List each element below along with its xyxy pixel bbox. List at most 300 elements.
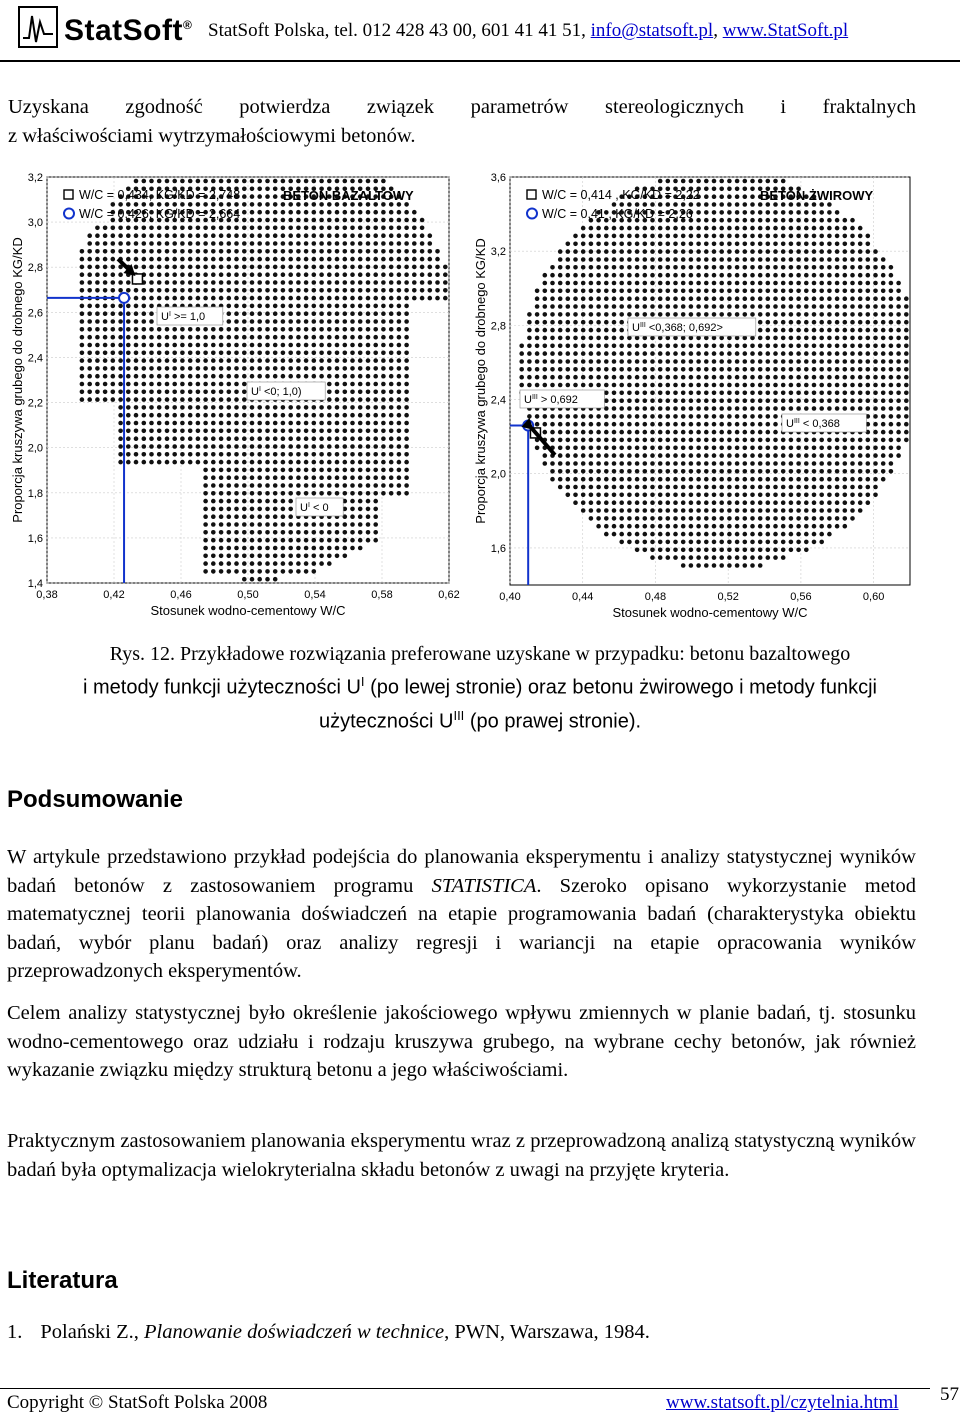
data-dot bbox=[350, 390, 355, 395]
email-link[interactable]: info@statsoft.pl bbox=[590, 20, 714, 41]
data-dot bbox=[219, 436, 224, 441]
data-dot bbox=[118, 436, 123, 441]
data-dot bbox=[666, 508, 671, 513]
data-dot bbox=[350, 218, 355, 223]
data-dot bbox=[157, 358, 162, 363]
data-dot bbox=[596, 289, 601, 294]
data-dot bbox=[350, 507, 355, 512]
data-dot bbox=[773, 226, 778, 231]
data-dot bbox=[866, 383, 871, 388]
data-dot bbox=[304, 296, 309, 301]
data-dot bbox=[234, 296, 239, 301]
legend-square-icon bbox=[527, 190, 536, 199]
data-dot bbox=[234, 382, 239, 387]
data-dot bbox=[435, 296, 440, 301]
data-dot bbox=[242, 491, 247, 496]
data-dot bbox=[758, 218, 763, 223]
data-dot bbox=[550, 265, 555, 270]
data-dot bbox=[873, 351, 878, 356]
data-dot bbox=[612, 532, 617, 537]
data-dot bbox=[397, 210, 402, 215]
data-dot bbox=[796, 469, 801, 474]
data-dot bbox=[566, 312, 571, 317]
data-dot bbox=[681, 304, 686, 309]
data-dot bbox=[789, 359, 794, 364]
data-dot bbox=[635, 226, 640, 231]
data-dot bbox=[658, 438, 663, 443]
data-dot bbox=[327, 475, 332, 480]
data-dot bbox=[735, 179, 740, 184]
data-dot bbox=[373, 288, 378, 293]
data-dot bbox=[373, 327, 378, 332]
data-dot bbox=[149, 249, 154, 254]
data-dot bbox=[835, 406, 840, 411]
data-dot bbox=[566, 438, 571, 443]
data-dot bbox=[689, 367, 694, 372]
data-dot bbox=[735, 414, 740, 419]
data-dot bbox=[134, 311, 139, 316]
data-dot bbox=[142, 265, 147, 270]
data-dot bbox=[619, 234, 624, 239]
footer-copyright: Copyright © StatSoft Polska 2008 bbox=[7, 1392, 268, 1413]
data-dot bbox=[149, 304, 154, 309]
data-dot bbox=[896, 375, 901, 380]
data-dot bbox=[773, 210, 778, 215]
data-dot bbox=[118, 249, 123, 254]
data-dot bbox=[265, 202, 270, 207]
data-dot bbox=[743, 242, 748, 247]
data-dot bbox=[573, 296, 578, 301]
data-dot bbox=[781, 516, 786, 521]
data-dot bbox=[242, 468, 247, 473]
data-dot bbox=[881, 336, 886, 341]
data-dot bbox=[242, 311, 247, 316]
data-dot bbox=[550, 430, 555, 435]
data-dot bbox=[296, 452, 301, 457]
data-dot bbox=[180, 257, 185, 262]
data-dot bbox=[327, 358, 332, 363]
data-dot bbox=[796, 351, 801, 356]
data-dot bbox=[835, 508, 840, 513]
data-dot bbox=[627, 234, 632, 239]
data-dot bbox=[796, 391, 801, 396]
site-link[interactable]: www.StatSoft.pl bbox=[722, 20, 849, 41]
data-dot bbox=[804, 453, 809, 458]
data-dot bbox=[635, 351, 640, 356]
data-dot bbox=[658, 453, 663, 458]
data-dot bbox=[404, 468, 409, 473]
data-dot bbox=[118, 311, 123, 316]
data-dot bbox=[619, 383, 624, 388]
data-dot bbox=[95, 351, 100, 356]
data-dot bbox=[350, 429, 355, 434]
data-dot bbox=[111, 319, 116, 324]
data-dot bbox=[589, 414, 594, 419]
data-dot bbox=[873, 359, 878, 364]
data-dot bbox=[773, 508, 778, 513]
data-dot bbox=[196, 397, 201, 402]
data-dot bbox=[766, 438, 771, 443]
data-dot bbox=[87, 397, 92, 402]
data-dot bbox=[666, 516, 671, 521]
data-dot bbox=[312, 358, 317, 363]
data-dot bbox=[358, 374, 363, 379]
data-dot bbox=[781, 336, 786, 341]
data-dot bbox=[604, 524, 609, 529]
data-dot bbox=[373, 413, 378, 418]
data-dot bbox=[766, 391, 771, 396]
data-dot bbox=[566, 304, 571, 309]
data-dot bbox=[134, 288, 139, 293]
data-dot bbox=[211, 382, 216, 387]
data-dot bbox=[142, 311, 147, 316]
data-dot bbox=[843, 249, 848, 254]
data-dot bbox=[735, 422, 740, 427]
data-dot bbox=[873, 391, 878, 396]
data-dot bbox=[666, 367, 671, 372]
data-dot bbox=[658, 493, 663, 498]
data-dot bbox=[312, 233, 317, 238]
data-dot bbox=[789, 336, 794, 341]
data-dot bbox=[527, 351, 532, 356]
data-dot bbox=[296, 335, 301, 340]
data-dot bbox=[373, 179, 378, 184]
data-dot bbox=[704, 289, 709, 294]
data-dot bbox=[157, 202, 162, 207]
data-dot bbox=[689, 281, 694, 286]
data-dot bbox=[889, 344, 894, 349]
data-dot bbox=[103, 249, 108, 254]
data-dot bbox=[889, 289, 894, 294]
data-dot bbox=[281, 179, 286, 184]
data-dot bbox=[696, 446, 701, 451]
data-dot bbox=[766, 508, 771, 513]
data-dot bbox=[704, 312, 709, 317]
data-dot bbox=[312, 335, 317, 340]
data-dot bbox=[558, 304, 563, 309]
data-dot bbox=[350, 366, 355, 371]
data-dot bbox=[397, 296, 402, 301]
data-dot bbox=[673, 469, 678, 474]
data-dot bbox=[142, 296, 147, 301]
data-dot bbox=[103, 358, 108, 363]
data-dot bbox=[704, 398, 709, 403]
data-dot bbox=[95, 358, 100, 363]
data-dot bbox=[172, 390, 177, 395]
data-dot bbox=[735, 249, 740, 254]
data-dot bbox=[581, 414, 586, 419]
data-dot bbox=[727, 563, 732, 568]
data-dot bbox=[827, 469, 832, 474]
data-dot bbox=[743, 273, 748, 278]
data-dot bbox=[604, 344, 609, 349]
data-dot bbox=[327, 452, 332, 457]
data-dot bbox=[766, 493, 771, 498]
data-dot bbox=[157, 296, 162, 301]
data-dot bbox=[719, 202, 724, 207]
data-dot bbox=[304, 241, 309, 246]
data-dot bbox=[681, 273, 686, 278]
data-dot bbox=[211, 265, 216, 270]
data-dot bbox=[242, 265, 247, 270]
data-dot bbox=[250, 475, 255, 480]
data-dot bbox=[858, 500, 863, 505]
data-dot bbox=[696, 430, 701, 435]
data-dot bbox=[319, 429, 324, 434]
data-dot bbox=[288, 507, 293, 512]
data-dot bbox=[843, 304, 848, 309]
data-dot bbox=[180, 280, 185, 285]
data-dot bbox=[149, 405, 154, 410]
data-dot bbox=[873, 289, 878, 294]
data-dot bbox=[126, 288, 131, 293]
data-dot bbox=[766, 249, 771, 254]
data-dot bbox=[350, 288, 355, 293]
data-dot bbox=[288, 249, 293, 254]
data-dot bbox=[627, 351, 632, 356]
data-dot bbox=[335, 241, 340, 246]
data-dot bbox=[397, 436, 402, 441]
data-dot bbox=[866, 438, 871, 443]
data-dot bbox=[635, 249, 640, 254]
data-dot bbox=[635, 430, 640, 435]
data-dot bbox=[343, 452, 348, 457]
data-dot bbox=[134, 436, 139, 441]
data-dot bbox=[804, 273, 809, 278]
data-dot bbox=[850, 493, 855, 498]
data-dot bbox=[650, 516, 655, 521]
data-dot bbox=[219, 475, 224, 480]
literature-item: 1. Polański Z., Planowanie doświadczeń w technice, PWN, Warszawa, 1984. bbox=[7, 1321, 650, 1343]
data-dot bbox=[681, 312, 686, 317]
data-dot bbox=[312, 421, 317, 426]
data-dot bbox=[319, 530, 324, 535]
data-dot bbox=[304, 444, 309, 449]
data-dot bbox=[358, 483, 363, 488]
data-dot bbox=[250, 343, 255, 348]
data-dot bbox=[118, 226, 123, 231]
data-dot bbox=[257, 507, 262, 512]
data-dot bbox=[843, 375, 848, 380]
data-dot bbox=[242, 327, 247, 332]
data-dot bbox=[335, 546, 340, 551]
data-dot bbox=[673, 438, 678, 443]
data-dot bbox=[750, 516, 755, 521]
data-dot bbox=[596, 367, 601, 372]
data-dot bbox=[719, 273, 724, 278]
data-dot bbox=[604, 477, 609, 482]
data-dot bbox=[866, 257, 871, 262]
data-dot bbox=[227, 358, 232, 363]
data-dot bbox=[157, 397, 162, 402]
data-dot bbox=[727, 430, 732, 435]
data-dot bbox=[165, 241, 170, 246]
data-dot bbox=[612, 312, 617, 317]
data-dot bbox=[304, 538, 309, 543]
data-dot bbox=[604, 336, 609, 341]
data-dot bbox=[335, 554, 340, 559]
data-dot bbox=[296, 226, 301, 231]
data-dot bbox=[389, 429, 394, 434]
data-dot bbox=[188, 397, 193, 402]
data-dot bbox=[604, 375, 609, 380]
data-dot bbox=[366, 468, 371, 473]
data-dot bbox=[443, 265, 448, 270]
data-dot bbox=[80, 319, 85, 324]
data-dot bbox=[673, 312, 678, 317]
data-dot bbox=[227, 561, 232, 566]
data-dot bbox=[219, 546, 224, 551]
data-dot bbox=[335, 218, 340, 223]
data-dot bbox=[420, 218, 425, 223]
data-dot bbox=[373, 538, 378, 543]
data-dot bbox=[211, 554, 216, 559]
data-dot bbox=[412, 257, 417, 262]
data-dot bbox=[219, 530, 224, 535]
data-dot bbox=[180, 272, 185, 277]
data-dot bbox=[211, 475, 216, 480]
data-dot bbox=[681, 414, 686, 419]
data-dot bbox=[750, 406, 755, 411]
data-dot bbox=[704, 446, 709, 451]
data-dot bbox=[704, 422, 709, 427]
data-dot bbox=[350, 358, 355, 363]
data-dot bbox=[250, 374, 255, 379]
data-dot bbox=[103, 319, 108, 324]
data-dot bbox=[789, 446, 794, 451]
data-dot bbox=[612, 226, 617, 231]
data-dot bbox=[550, 320, 555, 325]
data-dot bbox=[581, 422, 586, 427]
data-dot bbox=[689, 296, 694, 301]
data-dot bbox=[257, 374, 262, 379]
x-tick-label: 0,60 bbox=[862, 591, 885, 603]
data-dot bbox=[673, 289, 678, 294]
data-dot bbox=[889, 336, 894, 341]
data-dot bbox=[358, 210, 363, 215]
data-dot bbox=[203, 499, 208, 504]
data-dot bbox=[819, 367, 824, 372]
data-dot bbox=[234, 397, 239, 402]
data-dot bbox=[265, 272, 270, 277]
data-dot bbox=[157, 460, 162, 465]
data-dot bbox=[719, 242, 724, 247]
data-dot bbox=[281, 561, 286, 566]
data-dot bbox=[343, 421, 348, 426]
data-dot bbox=[343, 522, 348, 527]
data-dot bbox=[827, 336, 832, 341]
data-dot bbox=[843, 242, 848, 247]
data-dot bbox=[858, 375, 863, 380]
data-dot bbox=[188, 366, 193, 371]
data-dot bbox=[404, 421, 409, 426]
data-dot bbox=[712, 438, 717, 443]
data-dot bbox=[335, 272, 340, 277]
data-dot bbox=[735, 516, 740, 521]
data-dot bbox=[643, 398, 648, 403]
data-dot bbox=[666, 532, 671, 537]
data-dot bbox=[881, 461, 886, 466]
data-dot bbox=[581, 320, 586, 325]
data-dot bbox=[219, 538, 224, 543]
data-dot bbox=[257, 452, 262, 457]
data-dot bbox=[773, 493, 778, 498]
data-dot bbox=[581, 249, 586, 254]
data-dot bbox=[358, 311, 363, 316]
data-dot bbox=[527, 359, 532, 364]
data-dot bbox=[627, 438, 632, 443]
data-dot bbox=[126, 444, 131, 449]
data-dot bbox=[589, 257, 594, 262]
data-dot bbox=[781, 540, 786, 545]
data-dot bbox=[627, 312, 632, 317]
data-dot bbox=[858, 281, 863, 286]
data-dot bbox=[735, 430, 740, 435]
data-dot bbox=[727, 226, 732, 231]
data-dot bbox=[281, 413, 286, 418]
data-dot bbox=[604, 328, 609, 333]
data-dot bbox=[265, 218, 270, 223]
data-dot bbox=[165, 351, 170, 356]
data-dot bbox=[273, 468, 278, 473]
data-dot bbox=[719, 289, 724, 294]
data-dot bbox=[650, 414, 655, 419]
data-dot bbox=[543, 281, 548, 286]
data-dot bbox=[727, 446, 732, 451]
data-dot bbox=[281, 507, 286, 512]
data-dot bbox=[327, 460, 332, 465]
data-dot bbox=[373, 233, 378, 238]
data-dot bbox=[766, 555, 771, 560]
data-dot bbox=[812, 469, 817, 474]
data-dot bbox=[727, 414, 732, 419]
data-dot bbox=[658, 383, 663, 388]
data-dot bbox=[250, 468, 255, 473]
data-dot bbox=[904, 351, 909, 356]
data-dot bbox=[242, 351, 247, 356]
data-dot bbox=[604, 469, 609, 474]
data-dot bbox=[381, 405, 386, 410]
data-dot bbox=[404, 280, 409, 285]
data-dot bbox=[149, 358, 154, 363]
data-dot bbox=[250, 335, 255, 340]
data-dot bbox=[250, 366, 255, 371]
data-dot bbox=[196, 257, 201, 262]
data-dot bbox=[650, 406, 655, 411]
data-dot bbox=[819, 265, 824, 270]
data-dot bbox=[866, 344, 871, 349]
data-dot bbox=[858, 296, 863, 301]
data-dot bbox=[373, 405, 378, 410]
data-dot bbox=[904, 359, 909, 364]
data-dot bbox=[750, 430, 755, 435]
data-dot bbox=[373, 280, 378, 285]
data-dot bbox=[758, 493, 763, 498]
data-dot bbox=[211, 413, 216, 418]
data-dot bbox=[443, 288, 448, 293]
data-dot bbox=[689, 257, 694, 262]
data-dot bbox=[804, 383, 809, 388]
data-dot bbox=[619, 296, 624, 301]
data-dot bbox=[635, 524, 640, 529]
data-dot bbox=[180, 202, 185, 207]
data-dot bbox=[373, 397, 378, 402]
footer-link[interactable]: www.statsoft.pl/czytelnia.html bbox=[666, 1392, 899, 1413]
data-dot bbox=[111, 280, 116, 285]
data-dot bbox=[257, 546, 262, 551]
data-dot bbox=[296, 530, 301, 535]
data-dot bbox=[789, 500, 794, 505]
